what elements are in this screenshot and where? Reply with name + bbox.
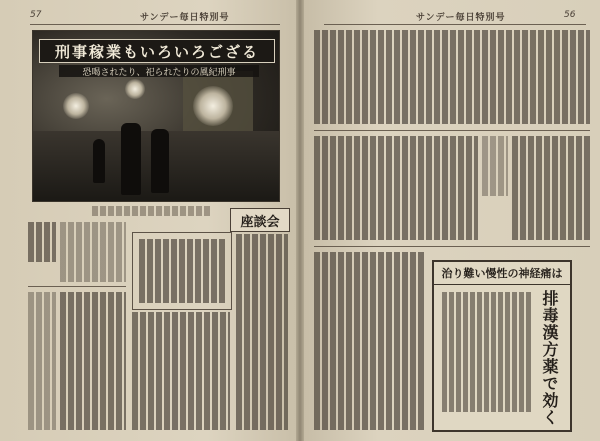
photo-lamp [63,93,89,119]
ad-headline-bar [434,262,570,285]
text-column-illegible [236,234,288,430]
text-block-illegible [314,30,590,124]
left-page [0,0,296,441]
street-photo [32,30,280,202]
right-page-header [324,10,586,24]
advertisement-box [432,260,572,432]
left-page-header [30,10,280,24]
column-rule [314,130,590,131]
section-box-label: 座談会 [240,214,280,230]
text-column-illegible [28,292,56,430]
photo-subtitle-banner [59,65,259,77]
ad-body-illegible [442,292,532,412]
text-column-illegible [132,312,230,430]
text-block-illegible [314,252,426,430]
right-page-number: 56 [564,10,576,20]
column-rule [314,246,590,247]
photo-lantern [193,86,233,126]
photo-caption-illegible [92,206,212,216]
participants-list-illegible [139,239,225,303]
photo-lamp [125,79,145,99]
subheading-illegible [482,136,508,196]
section-box [230,208,290,232]
right-header-rule [324,24,586,25]
left-page-number: 57 [30,10,42,20]
left-page-header-title: サンデー毎日特別号 [140,13,230,23]
photo-banner-subtitle: 恐喝されたり、祀られたりの風紀刑事 [82,67,236,78]
text-column-illegible [28,222,56,262]
text-column-illegible [60,222,126,282]
photo-banner-title: 刑事稼業もいろいろござる [54,42,259,61]
left-header-rule [30,24,280,25]
column-rule [28,286,126,287]
ad-headline: 治り難い慢性の神経痛は [441,267,563,280]
photo-title-banner [39,39,275,63]
participants-box [132,232,232,310]
text-block-illegible [314,136,478,240]
right-page-header-title: サンデー毎日特別号 [416,13,506,23]
photo-figure [93,139,105,183]
ad-slogan: 排毒漢方薬で効く [540,290,559,426]
photo-figure [121,123,141,195]
text-block-illegible [512,136,590,240]
spread-gutter [296,0,304,441]
text-column-illegible [60,292,126,430]
photo-figure [151,129,169,193]
